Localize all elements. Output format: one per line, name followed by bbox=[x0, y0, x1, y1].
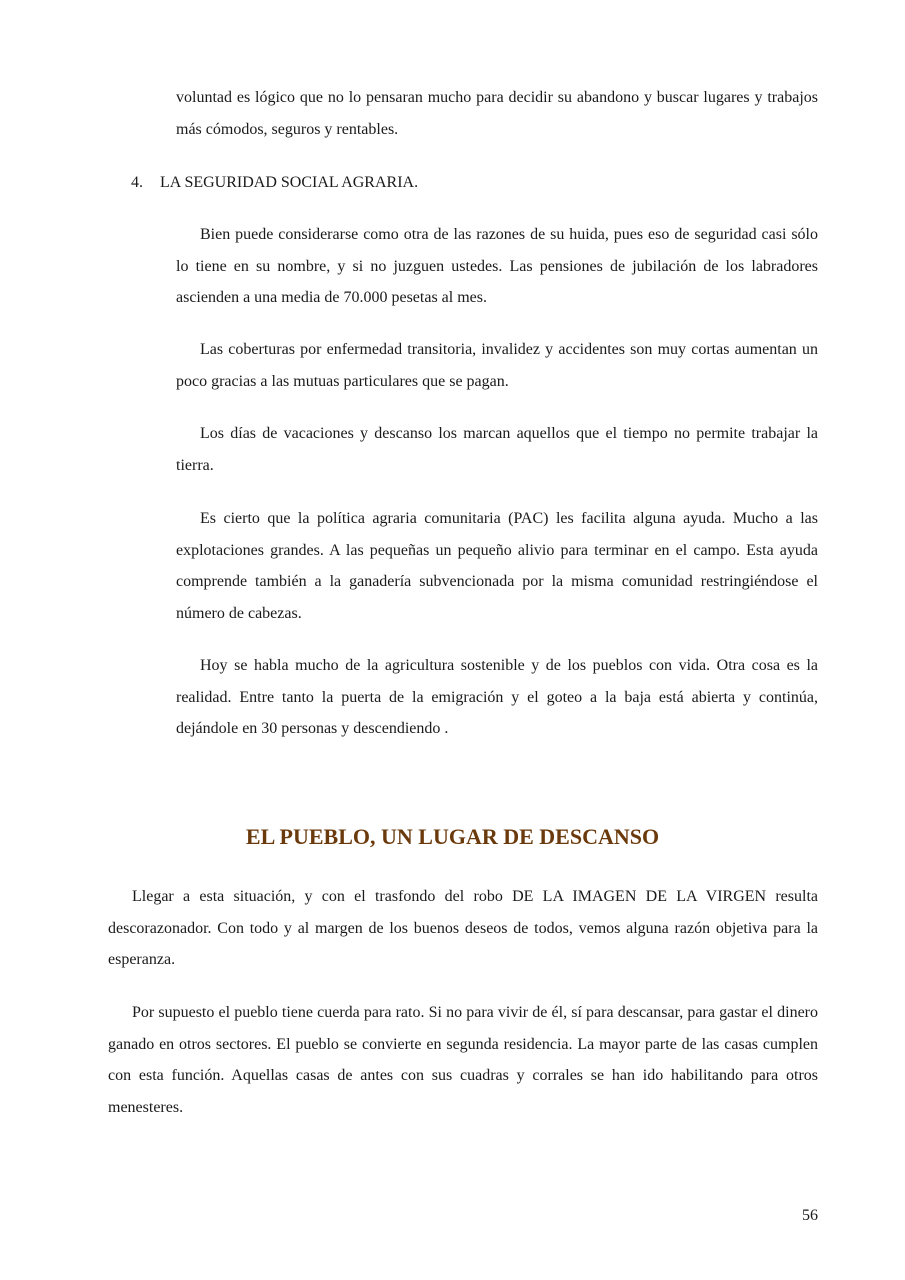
section-paragraph: Hoy se habla mucho de la agricultura sostenible y de los pueblos con vida. Otra cosa es la realidad. Entre tanto la puerta de la emigración y el goteo a la baja está abierta y continúa, dejándole en 30 personas y descendiendo . bbox=[176, 657, 818, 737]
list-number: 4. bbox=[131, 174, 143, 191]
section-paragraph: Es cierto que la política agraria comunitaria (PAC) les facilita alguna ayuda. Mucho a las explotaciones grandes. A las pequeñas un pequeño alivio para terminar en el campo. Esta ayuda comprende también a la ganadería subvencionada por la misma comunidad restringiéndose el número de cabezas. bbox=[176, 510, 818, 622]
page-number: 56 bbox=[802, 1207, 818, 1224]
chapter-paragraph: Llegar a esta situación, y con el trasfondo del robo DE LA IMAGEN DE LA VIRGEN resulta descorazonador. Con todo y al margen de los buenos deseos de todos, vemos alguna razón objetiva para la esperanza. bbox=[108, 888, 818, 968]
section-paragraph: Las coberturas por enfermedad transitoria, invalidez y accidentes son muy cortas aumentan un poco gracias a las mutuas particulares que se pagan. bbox=[176, 341, 818, 390]
chapter-title: EL PUEBLO, UN LUGAR DE DESCANSO bbox=[245, 824, 660, 849]
section-paragraph: Los días de vacaciones y descanso los marcan aquellos que el tiempo no permite trabajar la tierra. bbox=[176, 425, 818, 474]
section-paragraph: Bien puede considerarse como otra de las razones de su huida, pues eso de seguridad casi sólo lo tiene en su nombre, y si no juzguen ustedes. Las pensiones de jubilación de los labradores ascienden a una media de 70.000 pesetas al mes. bbox=[176, 226, 818, 306]
list-heading-text: LA SEGURIDAD SOCIAL AGRARIA. bbox=[160, 174, 419, 191]
list-heading bbox=[131, 167, 418, 199]
continued-paragraph: voluntad es lógico que no lo pensaran mucho para decidir su abandono y buscar lugares y trabajos más cómodos, seguros y rentables. bbox=[176, 89, 818, 138]
chapter-paragraph: Por supuesto el pueblo tiene cuerda para rato. Si no para vivir de él, sí para descansar, para gastar el dinero ganado en otros sectores. El pueblo se convierte en segunda residencia. La mayor parte de las casas cumplen con esta función. Aquellas casas de antes con sus cuadras y corrales se han ido habilitando para otros menesteres. bbox=[108, 1004, 818, 1116]
